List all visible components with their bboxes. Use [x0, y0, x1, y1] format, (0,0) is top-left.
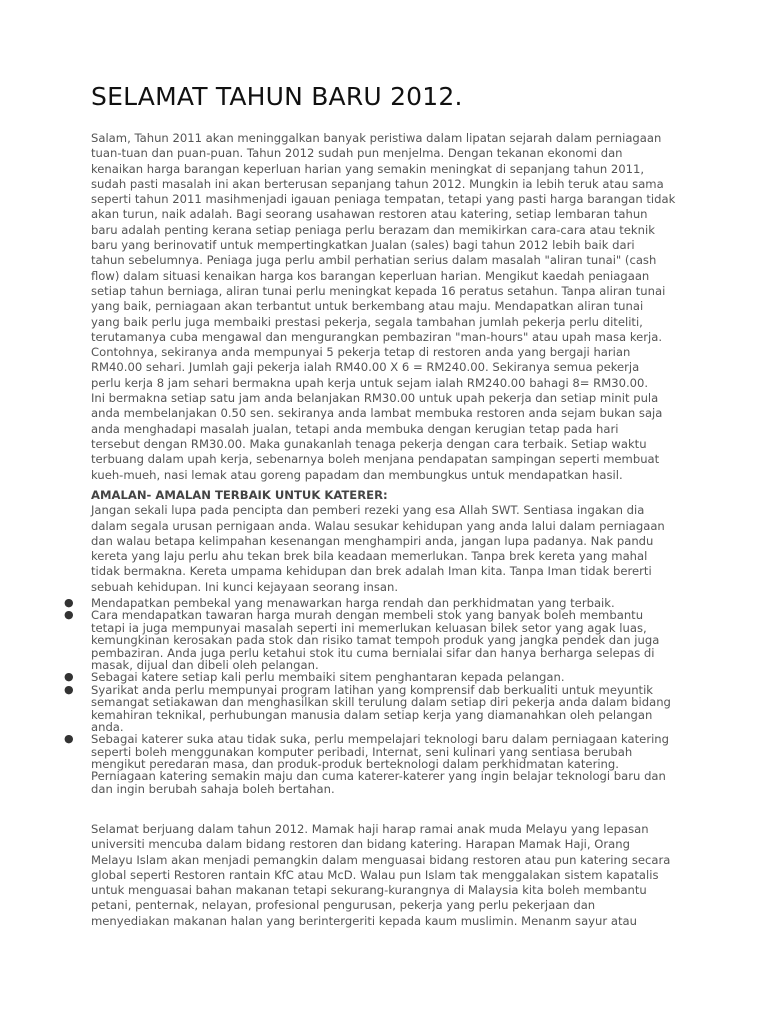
intro-line: RM40.00 sehari. Jumlah gaji pekerja ialah RM40.00 X 6 = RM240.00. Sekiranya semua pekerja [91, 360, 640, 375]
closing-line: menyediakan makanan halan yang berintergeriti kepada kaum muslimin. Menanm sayur atau [91, 913, 637, 928]
closing-line: petani, penternak, nelayan, profesional pengurusan, pekerja yang perlu pekerjaan dan [91, 898, 596, 913]
bullet-item [0, 671, 768, 683]
practice-bullet-list [0, 597, 768, 795]
intro-line: anda menghadapi masalah jualan, tetapi anda membuka dengan kerugian tetap pada hari [91, 421, 619, 436]
bullet-line: masak, dijual dan dibeli oleh pelangan. [91, 657, 319, 672]
intro-line: kueh-mueh, nasi lemak atau goreng papadam dan membungkus untuk mendapatkan hasil. [91, 467, 623, 482]
intro-paragraph [91, 131, 691, 483]
section-line: tidak bermakna. Kereta umpama kehidupan dan brek adalah Iman kita. Tanpa Iman tidak bererti [91, 564, 652, 579]
bullet-item [0, 684, 768, 734]
bullet-item [0, 609, 768, 671]
bullet-line: Perniagaan katering semakin maju dan cuma katerer-katerer yang ingin belajar teknologi baru dan [91, 769, 666, 784]
intro-line: sudah pasti masalah ini akan berterusan sepanjang tahun 2012. Mungkin ia lebih teruk atau sama [91, 176, 664, 191]
closing-line: global seperti Restoren rantain KfC atau McD. Walau pun Islam tak menggalakan sistem kapatalis [91, 867, 659, 882]
intro-line: seperti tahun 2011 masihmenjadi igauan peniaga tempatan, tetapi yang pasti harga barangan tidak [91, 192, 676, 207]
section-heading: AMALAN- AMALAN TERBAIK UNTUK KATERER: [91, 488, 388, 502]
intro-line: yang baik, perniagaan akan terbantut untuk berkembang atau maju. Mendapatkan aliran tunai [91, 299, 644, 314]
bullet-line: tetapi ia juga mempunyai masalah seperti ini memerlukan keluasan bilek setor yang agak luas, [91, 620, 647, 635]
intro-line: Contohnya, sekiranya anda mempunyai 5 pekerja tetap di restoren anda yang bergaji harian [91, 345, 631, 360]
bullet-line: Sebagai katerer suka atau tidak suka, perlu mempelajari teknologi baru dalam perniagaan katering [91, 732, 670, 747]
bullet-dot-icon: ● [64, 608, 74, 622]
closing-line: universiti mencuba dalam bidang restoren dan bidang katering. Harapan Mamak Haji, Orang [91, 837, 630, 852]
bullet-line: Cara mendapatkan tawaran harga murah dengan membeli stok yang banyak boleh membantu [91, 608, 644, 623]
bullet-dot-icon: ● [64, 670, 74, 684]
intro-line: baru yang berinovatif untuk mempertingkatkan Jualan (sales) bagi tahun 2012 lebih baik dari [91, 238, 635, 253]
section-best-practices [91, 488, 691, 595]
bullet-item [0, 733, 768, 795]
bullet-dot-icon: ● [64, 596, 74, 609]
intro-line: Ini bermakna setiap satu jam anda belanjakan RM30.00 untuk upah pekerja dan setiap minit pula [91, 391, 659, 406]
intro-line: yang baik perlu juga membaiki prestasi pekerja, segala tambahan jumlah pekerja perlu diteliti, [91, 314, 643, 329]
section-line: dalam segala urusan pernigaan anda. Walau sesukar kehidupan yang anda lalui dalam perniagaan [91, 518, 665, 533]
intro-line: flow) dalam situasi kenaikan harga kos barangan keperluan harian. Mengikut kaedah peniagaan [91, 268, 650, 283]
bullet-line: dan ingin berubah sahaja boleh bertahan. [91, 781, 335, 796]
bullet-line: kemahiran teknikal, perhubungan manusia dalam setiap kerja yang diamanahkan oleh pelangan [91, 707, 653, 722]
section-paragraph [91, 503, 691, 595]
section-line: kereta yang laju perlu ahu tekan brek bila keadaan memerlukan. Tanpa brek kereta yang mahal [91, 549, 648, 564]
closing-line: untuk menguasai bahan makanan tetapi sekurang-kurangnya di Malaysia kita boleh membantu [91, 883, 647, 898]
closing-paragraph [91, 822, 691, 929]
intro-line: terutamanya cuba mengawal dan mengurangkan pembaziran "man-hours" atau upah masa kerja. [91, 329, 663, 344]
document-title: SELAMAT TAHUN BARU 2012. [91, 82, 463, 111]
bullet-line: Sebagai katere setiap kali perlu membaiki sitem penghantaran kepada pelangan. [91, 670, 565, 685]
section-line: sebuah kehidupan. Ini kunci kejayaan seorang insan. [91, 579, 399, 594]
bullet-line: seperti boleh menggunakan komputer peribadi, Internat, seni kulinari yang sentiasa berubah [91, 744, 633, 759]
bullet-dot-icon: ● [64, 682, 74, 696]
intro-line: baru adalah penting kerana setiap peniaga perlu berazam dan memikirkan cara-cara atau teknik [91, 222, 655, 237]
intro-line: akan turun, naik adalah. Bagi seorang usahawan restoren atau katering, setiap lembaran tahun [91, 207, 648, 222]
bullet-line: mengikut peredaran masa, dan produk-produk berteknologi dalam perkhidmatan katering. [91, 757, 619, 772]
intro-line: tuan-tuan dan puan-puan. Tahun 2012 sudah pun menjelma. Dengan tekanan ekonomi dan [91, 146, 623, 161]
bullet-line: anda. [91, 719, 124, 734]
section-line: Jangan sekali lupa pada pencipta dan pemberi rezeki yang esa Allah SWT. Sentiasa ingakan dia [91, 503, 645, 518]
intro-line: terbuang dalam upah kerja, sebenarnya boleh menjana pendapatan sampingan seperti membuat [91, 452, 660, 467]
intro-line: tahun sebelumnya. Peniaga juga perlu ambil perhatian serius dalam masalah "aliran tunai" (cash [91, 253, 657, 268]
intro-line: perlu kerja 8 jam sehari bermakna upah kerja untuk sejam ialah RM240.00 bahagi 8= RM30.00. [91, 375, 649, 390]
intro-line: setiap tahun berniaga, aliran tunai perlu meningkat kepada 16 peratus setahun. Tanpa aliran tunai [91, 283, 666, 298]
section-line: dan walau betapa kelimpahan kesenangan menghampiri anda, jangan lupa padanya. Nak pandu [91, 533, 654, 548]
bullet-line: semangat setiakawan dan menghasilkan skill terulung dalam setiap diri pekerja anda dalam bidang [91, 695, 671, 710]
closing-line: Melayu Islam akan menjadi pemangkin dalam menguasai bidang restoren atau pun katering secara [91, 852, 671, 867]
bullet-line: Syarikat anda perlu mempunyai program latihan yang komprensif dab berkualiti untuk meyuntik [91, 682, 654, 697]
bullet-line: kemungkinan kerosakan pada stok dan risiko tamat tempoh produk yang jangka pendek dan juga [91, 633, 660, 648]
intro-line: Salam, Tahun 2011 akan meninggalkan banyak peristiwa dalam lipatan sejarah dalam perniagaan [91, 131, 662, 145]
closing-line: Selamat berjuang dalam tahun 2012. Mamak haji harap ramai anak muda Melayu yang lepasan [91, 822, 649, 836]
intro-line: anda membelanjakan 0.50 sen. sekiranya anda lambat membuka restoren anda sejam bukan saja [91, 406, 663, 421]
intro-line: kenaikan harga barangan keperluan harian yang semakin meningkat di sepanjang tahun 2011, [91, 161, 645, 176]
bullet-line: pembaziran. Anda juga perlu ketahui stok itu cuma bernialai sifar dan hanya berharga selepas di [91, 645, 655, 660]
intro-line: tersebut dengan RM30.00. Maka gunakanlah tenaga pekerja dengan cara terbaik. Setiap waktu [91, 436, 647, 451]
bullet-line: Mendapatkan pembekal yang menawarkan harga rendah dan perkhidmatan yang terbaik. [91, 596, 615, 610]
bullet-dot-icon: ● [64, 732, 74, 746]
